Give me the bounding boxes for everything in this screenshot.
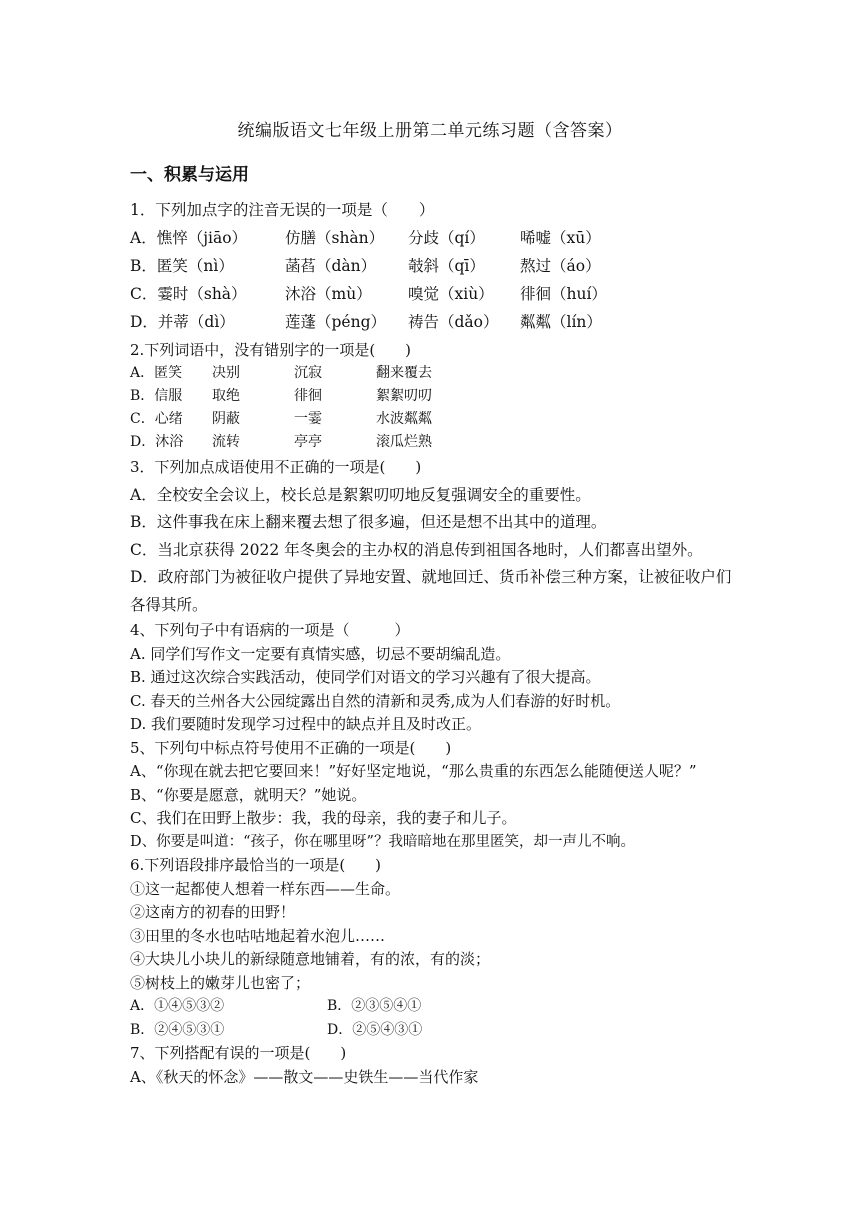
option-word: C．心绪 bbox=[130, 411, 183, 427]
question-1-option-a bbox=[130, 224, 735, 252]
option-order: D．②⑤④③① bbox=[327, 1021, 423, 1038]
option-word: 一霎 bbox=[294, 411, 322, 427]
page-title: 统编版语文七年级上册第二单元练习题（含答案） bbox=[237, 121, 623, 141]
question-6-sentence: ③田里的冬水也咕咕地起着水泡儿…… bbox=[130, 926, 386, 945]
question-2-option-d bbox=[130, 431, 735, 454]
option-term: 沐浴（mù） bbox=[285, 285, 372, 303]
question-5-stem: 5、下列句中标点符号使用不正确的一项是( ) bbox=[130, 738, 452, 757]
question-4-option-d: D. 我们要随时发现学习过程中的缺点并且及时改正。 bbox=[130, 715, 482, 733]
question-7 bbox=[130, 1042, 735, 1089]
question-5-option-a: A、“你现在就去把它要回来！”好好坚定地说，“那么贵重的东西怎么能随便送人呢？” bbox=[130, 762, 697, 780]
option-term: 嗅觉（xiù） bbox=[408, 285, 494, 303]
section-heading: 一、积累与运用 bbox=[130, 165, 249, 185]
question-6-sentence: ①这一起都使人想着一样东西——生命。 bbox=[130, 879, 401, 898]
option-word: 絮絮叨叨 bbox=[376, 388, 432, 404]
question-2-option-b bbox=[130, 385, 735, 408]
option-word: 滚瓜烂熟 bbox=[376, 434, 432, 450]
option-term: C．霎时（shà） bbox=[130, 285, 247, 303]
option-term: 攲斜（qī） bbox=[408, 257, 485, 275]
option-term: D．并蒂（dì） bbox=[130, 313, 235, 331]
option-term: 莲蓬（péng） bbox=[285, 313, 387, 331]
question-6-sentence: ②这南方的初春的田野！ bbox=[130, 903, 296, 921]
option-word: 徘徊 bbox=[294, 388, 322, 404]
option-term: B．匿笑（nì） bbox=[130, 257, 234, 275]
option-word: 取绝 bbox=[212, 388, 240, 404]
question-7-option-a: A、《秋天的怀念》——散文——史铁生——当代作家 bbox=[130, 1067, 479, 1086]
question-6-stem: 6.下列语段排序最恰当的一项是( ) bbox=[130, 856, 382, 874]
option-term: 菡萏（dàn） bbox=[285, 257, 377, 275]
option-order: A．①④⑤③② bbox=[130, 998, 225, 1014]
question-3-stem: 3．下列加点成语使用不正确的一项是( ) bbox=[130, 458, 422, 476]
question-3-option-d: D．政府部门为被征收户提供了异地安置、就地回迁、货币补偿三种方案，让被征收户们各得其所。 bbox=[130, 568, 732, 614]
option-word: D．沐浴 bbox=[130, 434, 184, 450]
question-3-option-b: B．这件事我在床上翻来覆去想了很多遍，但还是想不出其中的道理。 bbox=[130, 513, 607, 531]
question-7-stem: 7、下列搭配有误的一项是( ) bbox=[130, 1044, 347, 1062]
question-1-option-b bbox=[130, 252, 735, 280]
option-order: B．②④⑤③① bbox=[130, 1021, 225, 1038]
question-1-option-d bbox=[130, 308, 735, 336]
option-word: A．匿笑 bbox=[130, 365, 183, 381]
question-1-stem: 1．下列加点字的注音无误的一项是（ ） bbox=[130, 201, 435, 219]
question-2-option-a bbox=[130, 362, 735, 385]
question-5-option-d: D、你要是叫道：“孩子，你在哪里呀”？我暗暗地在那里匿笑，却一声儿不响。 bbox=[130, 833, 635, 850]
option-term: A．憔悴（jiāo） bbox=[130, 229, 248, 247]
question-3 bbox=[130, 454, 735, 619]
option-term: 分歧（qí） bbox=[408, 229, 485, 247]
option-word: 流转 bbox=[212, 434, 240, 450]
option-word: 水波粼粼 bbox=[376, 411, 432, 427]
question-6-sentence: ④大块儿小块儿的新绿随意地铺着，有的浓，有的淡； bbox=[130, 950, 491, 968]
option-term: 粼粼（lín） bbox=[520, 313, 602, 331]
question-5 bbox=[130, 737, 735, 855]
option-term: 熬过（áo） bbox=[520, 257, 601, 275]
option-term: 徘徊（huí） bbox=[520, 285, 607, 303]
question-4 bbox=[130, 619, 735, 737]
question-4-option-c: C. 春天的兰州各大公园绽露出自然的清新和灵秀,成为人们春游的好时机。 bbox=[130, 691, 621, 710]
question-6 bbox=[130, 854, 735, 1042]
question-1 bbox=[130, 196, 735, 336]
option-order: B．②③⑤④① bbox=[327, 998, 422, 1014]
option-word: 沉寂 bbox=[294, 365, 322, 381]
question-6-options-row bbox=[130, 995, 735, 1019]
question-2-option-c bbox=[130, 408, 735, 431]
question-4-option-a: A. 同学们写作文一定要有真情实感，切忌不要胡编乱造。 bbox=[130, 644, 511, 663]
question-3-option-c: C．当北京获得 2022 年冬奥会的主办权的消息传到祖国各地时，人们都喜出望外。 bbox=[130, 540, 703, 559]
question-1-option-c bbox=[130, 280, 735, 308]
question-2-stem: 2.下列词语中，没有错别字的一项是( ) bbox=[130, 341, 412, 359]
question-2 bbox=[130, 339, 735, 454]
question-4-option-b: B. 通过这次综合实践活动，使同学们对语文的学习兴趣有了很大提高。 bbox=[130, 668, 601, 686]
option-term: 唏嘘（xū） bbox=[520, 229, 601, 247]
option-term: 祷告（dǎo） bbox=[408, 313, 499, 331]
option-word: 亭亭 bbox=[294, 434, 322, 450]
question-6-options-row bbox=[130, 1019, 735, 1043]
option-word: 阴蔽 bbox=[212, 411, 240, 427]
option-word: 决别 bbox=[212, 365, 240, 381]
question-4-stem: 4、下列句子中有语病的一项是（ ） bbox=[130, 621, 410, 639]
option-term: 仿膳（shàn） bbox=[285, 229, 385, 247]
question-5-option-b: B、“你要是愿意，就明天？”她说。 bbox=[130, 785, 367, 804]
question-5-option-c: C、我们在田野上散步：我，我的母亲，我的妻子和儿子。 bbox=[130, 809, 517, 827]
question-6-sentence: ⑤树枝上的嫩芽儿也密了； bbox=[130, 973, 311, 992]
option-word: B．信服 bbox=[130, 388, 183, 404]
option-word: 翻来覆去 bbox=[376, 365, 432, 381]
question-content bbox=[130, 196, 735, 1089]
question-3-option-a: A．全校安全会议上，校长总是絮絮叨叨地反复强调安全的重要性。 bbox=[130, 485, 591, 504]
